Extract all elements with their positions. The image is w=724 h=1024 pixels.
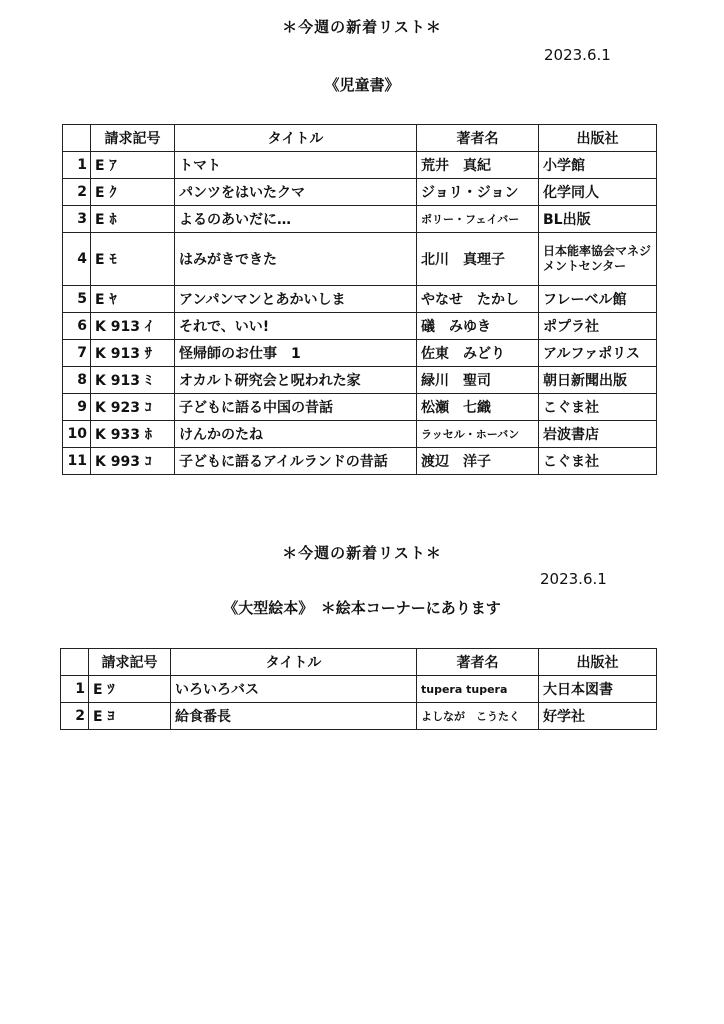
table-row	[63, 340, 657, 367]
column-header-no	[63, 125, 91, 152]
column-header-author: 著者名	[417, 125, 539, 152]
book-author: 礒 みゆき	[417, 313, 539, 340]
call-number: K 913 ﾐ	[91, 367, 175, 394]
row-number: 8	[63, 367, 91, 394]
call-number: K 923 ｺ	[91, 394, 175, 421]
book-title: いろいろバス	[171, 676, 417, 703]
book-author: 佐東 みどり	[417, 340, 539, 367]
book-publisher: 岩波書店	[539, 421, 657, 448]
section-1-date: 2023.6.1	[544, 46, 611, 64]
book-author: ラッセル・ホーバン	[417, 421, 539, 448]
table-row	[63, 179, 657, 206]
large-picture-books-table	[60, 648, 657, 730]
call-number: K 913 ｻ	[91, 340, 175, 367]
table-row	[61, 676, 657, 703]
book-title: 子どもに語るアイルランドの昔話	[175, 448, 417, 475]
book-author: 荒井 真紀	[417, 152, 539, 179]
row-number: 7	[63, 340, 91, 367]
book-publisher: 大日本図書	[539, 676, 657, 703]
row-number: 2	[63, 179, 91, 206]
book-author: ジョリ・ジョン	[417, 179, 539, 206]
table-row	[63, 286, 657, 313]
row-number: 1	[63, 152, 91, 179]
table-row	[63, 367, 657, 394]
book-author: よしなが こうたく	[417, 703, 539, 730]
call-number: E ｱ	[91, 152, 175, 179]
book-title: それで、いい!	[175, 313, 417, 340]
call-number: E ﾎ	[91, 206, 175, 233]
book-author: 緑川 聖司	[417, 367, 539, 394]
table-header-row	[61, 649, 657, 676]
book-title: 怪帰師のお仕事 1	[175, 340, 417, 367]
book-title: けんかのたね	[175, 421, 417, 448]
table-row	[63, 421, 657, 448]
call-number: K 913 ｲ	[91, 313, 175, 340]
column-header-publisher: 出版社	[539, 125, 657, 152]
row-number: 4	[63, 233, 91, 286]
row-number: 10	[63, 421, 91, 448]
table-row	[61, 703, 657, 730]
book-title: パンツをはいたクマ	[175, 179, 417, 206]
book-title: トマト	[175, 152, 417, 179]
book-publisher: こぐま社	[539, 394, 657, 421]
book-author: tupera tupera	[417, 676, 539, 703]
column-header-publisher: 出版社	[539, 649, 657, 676]
book-publisher: BL出版	[539, 206, 657, 233]
section-1-subheading: 《児童書》	[324, 76, 400, 94]
column-header-title: タイトル	[171, 649, 417, 676]
book-author: 松瀬 七織	[417, 394, 539, 421]
row-number: 11	[63, 448, 91, 475]
book-publisher: フレーベル館	[539, 286, 657, 313]
book-publisher: ポプラ社	[539, 313, 657, 340]
book-author: 渡辺 洋子	[417, 448, 539, 475]
book-author: 北川 真理子	[417, 233, 539, 286]
book-author: やなせ たかし	[417, 286, 539, 313]
column-header-title: タイトル	[175, 125, 417, 152]
row-number: 5	[63, 286, 91, 313]
table-row	[63, 152, 657, 179]
column-header-call-number: 請求記号	[89, 649, 171, 676]
book-publisher: こぐま社	[539, 448, 657, 475]
column-header-author: 著者名	[417, 649, 539, 676]
table-row	[63, 206, 657, 233]
book-publisher: 小学館	[539, 152, 657, 179]
book-publisher: 朝日新聞出版	[539, 367, 657, 394]
section-2-subheading: 《大型絵本》 ＊絵本コーナーにあります	[223, 599, 501, 617]
book-title: よるのあいだに…	[175, 206, 417, 233]
call-number: K 993 ｺ	[91, 448, 175, 475]
section-1-heading: ＊今週の新着リスト＊	[282, 18, 442, 36]
row-number: 1	[61, 676, 89, 703]
table-header-row	[63, 125, 657, 152]
book-author: ポリー・フェイバー	[417, 206, 539, 233]
book-publisher: 好学社	[539, 703, 657, 730]
row-number: 9	[63, 394, 91, 421]
call-number: E ﾖ	[89, 703, 171, 730]
column-header-no	[61, 649, 89, 676]
book-publisher: 化学同人	[539, 179, 657, 206]
book-title: はみがきできた	[175, 233, 417, 286]
call-number: K 933 ﾎ	[91, 421, 175, 448]
call-number: E ﾂ	[89, 676, 171, 703]
table-row	[63, 233, 657, 286]
table-row	[63, 394, 657, 421]
book-title: 給食番長	[171, 703, 417, 730]
book-publisher: アルファポリス	[539, 340, 657, 367]
table-row	[63, 448, 657, 475]
book-title: 子どもに語る中国の昔話	[175, 394, 417, 421]
book-title: アンパンマンとあかいしま	[175, 286, 417, 313]
call-number: E ﾔ	[91, 286, 175, 313]
book-title: オカルト研究会と呪われた家	[175, 367, 417, 394]
row-number: 2	[61, 703, 89, 730]
childrens-books-table	[62, 124, 657, 475]
column-header-call-number: 請求記号	[91, 125, 175, 152]
call-number: E ﾓ	[91, 233, 175, 286]
call-number: E ｸ	[91, 179, 175, 206]
section-2-date: 2023.6.1	[540, 570, 607, 588]
section-2-heading: ＊今週の新着リスト＊	[282, 544, 442, 562]
row-number: 3	[63, 206, 91, 233]
row-number: 6	[63, 313, 91, 340]
book-publisher: 日本能率協会マネジメントセンター	[539, 233, 657, 286]
table-row	[63, 313, 657, 340]
